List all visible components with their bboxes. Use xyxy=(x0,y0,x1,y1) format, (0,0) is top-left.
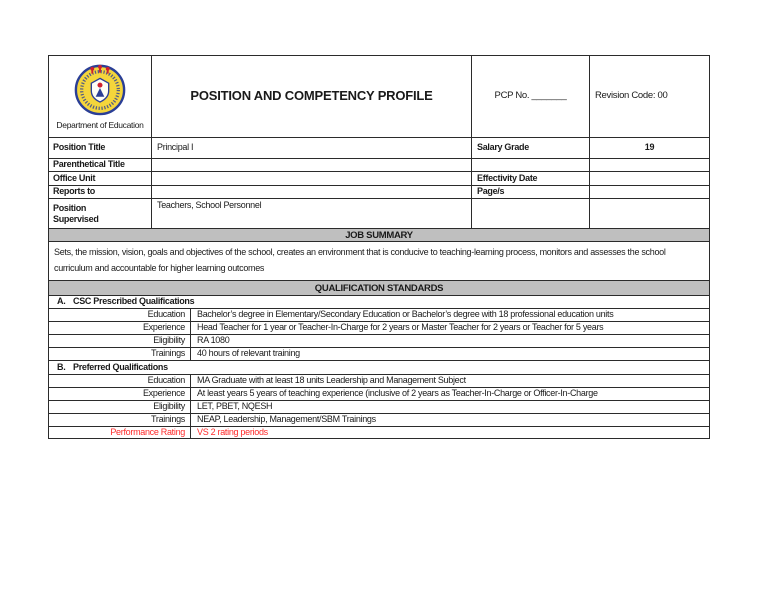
qual-row-a-trainings xyxy=(49,347,709,360)
salary-grade-value: 19 xyxy=(589,138,709,158)
logo-cell xyxy=(49,56,151,137)
parenthetical-title-value xyxy=(151,159,471,171)
eligibility-value: RA 1080 xyxy=(190,335,709,347)
experience-label: Experience xyxy=(142,322,185,333)
effectivity-date-value xyxy=(589,172,709,185)
education-value: Bachelor’s degree in Elementary/Secondary Education or Bachelor’s degree with 18 professional education units xyxy=(190,309,709,321)
empty-cell xyxy=(471,159,589,171)
job-summary-text: Sets, the mission, vision, goals and objectives of the school, creates an environment that is conducive to teaching-learning process, monitors and assesses the school curriculum and accountable for higher learning outcomes xyxy=(54,247,666,273)
experience-value: At least years 5 years of teaching experience (inclusive of 2 years as Teacher-In-Charge or Officer-In-Charge xyxy=(190,388,709,400)
qual-row-a-experience xyxy=(49,321,709,334)
job-summary-heading: JOB SUMMARY xyxy=(49,229,709,241)
form-title: POSITION AND COMPETENCY PROFILE xyxy=(151,56,471,137)
trainings-label: Trainings xyxy=(151,414,185,425)
education-value: MA Graduate with at least 18 units Leadership and Management Subject xyxy=(190,375,709,387)
job-summary-text-row xyxy=(49,241,709,280)
position-title-label: Position Title xyxy=(53,142,106,153)
section-b-row xyxy=(49,360,709,374)
logo-caption: Department of Education xyxy=(56,120,144,131)
section-a-title: A. CSC Prescribed Qualifications xyxy=(57,296,195,307)
revision-code: Revision Code: 00 xyxy=(589,56,709,137)
pages-label: Page/s xyxy=(471,186,589,198)
reports-to-label: Reports to xyxy=(53,186,96,197)
reports-to-value xyxy=(151,186,471,198)
info-row-position-supervised xyxy=(49,198,709,228)
experience-value: Head Teacher for 1 year or Teacher-In-Charge for 2 years or Master Teacher for 2 years or Teacher for 5 years xyxy=(190,322,709,334)
pages-value xyxy=(589,186,709,198)
performance-rating-label: Performance Rating xyxy=(110,427,185,437)
position-supervised-label: Position Supervised xyxy=(53,202,99,224)
office-unit-label: Office Unit xyxy=(53,172,96,183)
office-unit-value xyxy=(151,172,471,185)
eligibility-value: LET, PBET, NQESH xyxy=(190,401,709,413)
education-label: Education xyxy=(147,375,185,386)
qualification-standards-header-row xyxy=(49,280,709,295)
eligibility-label: Eligibility xyxy=(153,335,185,346)
salary-grade-label: Salary Grade xyxy=(471,138,589,158)
info-row-office-unit xyxy=(49,171,709,185)
trainings-value: 40 hours of relevant training xyxy=(190,348,709,360)
eligibility-label: Eligibility xyxy=(153,401,185,412)
pcp-form-table xyxy=(48,55,710,439)
education-label: Education xyxy=(147,309,185,320)
job-summary-header-row xyxy=(49,228,709,241)
section-a-row xyxy=(49,295,709,308)
info-row-reports-to xyxy=(49,185,709,198)
trainings-value: NEAP, Leadership, Management/SBM Trainings xyxy=(190,414,709,426)
qual-row-b-trainings xyxy=(49,413,709,426)
performance-rating-value: VS 2 rating periods xyxy=(190,427,709,438)
qual-row-b-education xyxy=(49,374,709,387)
info-row-position-title xyxy=(49,137,709,158)
qual-row-b-experience xyxy=(49,387,709,400)
info-row-parenthetical-title xyxy=(49,158,709,171)
qualification-standards-heading: QUALIFICATION STANDARDS xyxy=(49,281,709,295)
pcp-number-field: PCP No. _______ xyxy=(471,56,589,137)
section-letter: A. xyxy=(57,296,66,307)
position-title-value: Principal I xyxy=(151,138,471,158)
deped-seal-logo-icon xyxy=(73,62,127,119)
qual-row-a-eligibility xyxy=(49,334,709,347)
qual-row-b-eligibility xyxy=(49,400,709,413)
section-b-title: B. Preferred Qualifications xyxy=(57,361,168,372)
empty-cell xyxy=(471,199,589,228)
effectivity-date-label: Effectivity Date xyxy=(471,172,589,185)
section-letter: B. xyxy=(57,361,66,372)
empty-cell xyxy=(589,159,709,171)
position-supervised-value: Teachers, School Personnel xyxy=(151,199,471,228)
trainings-label: Trainings xyxy=(151,348,185,359)
qual-row-performance-rating xyxy=(49,426,709,438)
experience-label: Experience xyxy=(142,388,185,399)
empty-cell xyxy=(589,199,709,228)
parenthetical-title-label: Parenthetical Title xyxy=(53,159,125,170)
qual-row-a-education xyxy=(49,308,709,321)
form-header-row xyxy=(49,56,709,137)
